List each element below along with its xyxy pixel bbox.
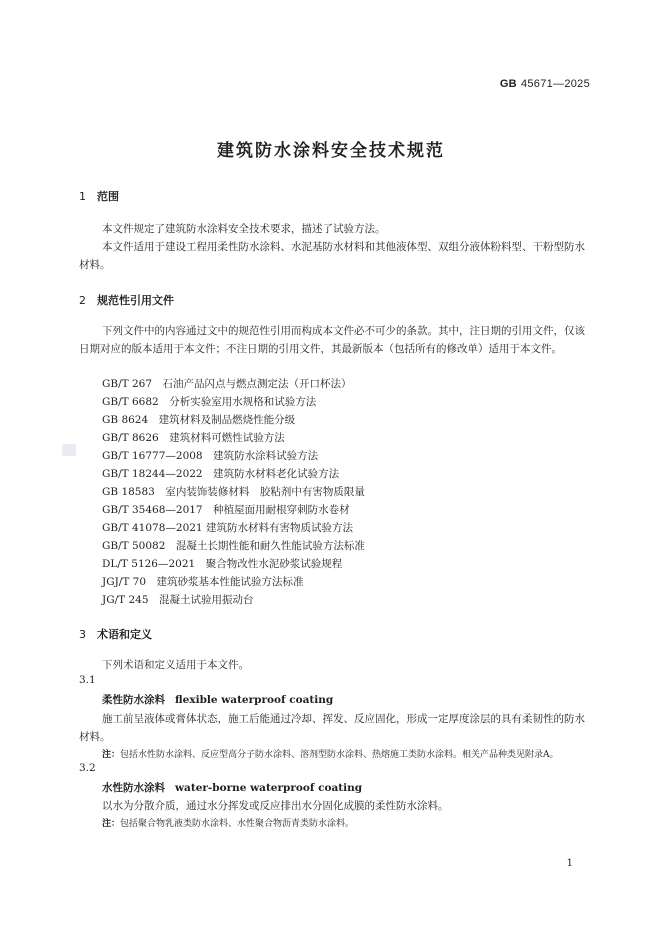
section-title: 规范性引用文件	[97, 294, 174, 307]
term-english: flexible waterproof coating	[175, 694, 334, 706]
note-label: 注：	[102, 750, 121, 760]
term-definition: 以水为分散介质，通过水分挥发或反应排出水分固化成膜的柔性防水涂料。	[102, 800, 449, 812]
watermark-stamp	[62, 444, 76, 456]
note-label: 注：	[102, 819, 121, 829]
reference-item: GB/T 18244—2022 建筑防水材料老化试验方法	[102, 468, 340, 480]
reference-item: GB 8624 建筑材料及制品燃烧性能分级	[102, 414, 296, 426]
paragraph: 本文件适用于建设工程用柔性防水涂料、水泥基防水材料和其他液体型、双组分液体粉料型、干粉型防水材料。	[79, 241, 585, 271]
term-heading	[102, 780, 362, 795]
section-title: 范围	[97, 190, 119, 203]
term-definition: 施工前呈液体或膏体状态，施工后能通过冷却、挥发、反应固化，形成一定厚度涂层的具有柔韧性的防水材料。	[79, 713, 585, 743]
section-heading-terms	[79, 626, 152, 642]
note-text: 包括聚合物乳液类防水涂料、水性聚合物沥青类防水涂料。	[120, 819, 355, 829]
reference-item: JG/T 245 混凝土试验用振动台	[102, 594, 254, 606]
paragraph: 本文件规定了建筑防水涂料安全技术要求，描述了试验方法。	[102, 223, 386, 235]
reference-item: DL/T 5126—2021 聚合物改性水泥砂浆试验规程	[102, 558, 343, 570]
section-title: 术语和定义	[97, 628, 152, 641]
standard-prefix: GB	[499, 78, 517, 90]
reference-item: GB/T 16777—2008 建筑防水涂料试验方法	[102, 450, 319, 462]
page-number: 1	[566, 858, 573, 869]
section-heading-scope	[79, 188, 119, 204]
standard-number: 45671—2025	[520, 78, 590, 90]
section-number: 2	[79, 294, 86, 307]
section-number: 3	[79, 628, 86, 641]
reference-item: GB/T 50082 混凝土长期性能和耐久性能试验方法标准	[102, 540, 365, 552]
reference-item: GB/T 41078—2021 建筑防水材料有害物质试验方法	[102, 522, 353, 534]
section-heading-references	[79, 292, 174, 308]
reference-item: GB/T 8626 建筑材料可燃性试验方法	[102, 432, 285, 444]
term-heading	[102, 692, 333, 707]
term-chinese: 水性防水涂料	[102, 782, 165, 794]
standard-code	[500, 78, 590, 90]
term-chinese: 柔性防水涂料	[102, 694, 165, 706]
term-number: 3.1	[79, 674, 96, 686]
reference-item: GB/T 267 石油产品闪点与燃点测定法（开口杯法）	[102, 378, 352, 390]
reference-item: GB/T 35468—2017 种植屋面用耐根穿刺防水卷材	[102, 504, 350, 516]
term-number: 3.2	[79, 762, 96, 774]
reference-item: JGJ/T 70 建筑砂浆基本性能试验方法标准	[102, 576, 304, 588]
reference-item: GB/T 6682 分析实验室用水规格和试验方法	[102, 396, 317, 408]
term-note	[102, 747, 559, 760]
paragraph: 下列文件中的内容通过文中的规范性引用而构成本文件必不可少的条款。其中，注日期的引用文件，仅该日期对应的版本适用于本文件；不注日期的引用文件，其最新版本（包括所有的修改单）适用于本文件。	[79, 325, 585, 355]
note-text: 包括水性防水涂料、反应型高分子防水涂料、溶剂型防水涂料、热熔施工类防水涂料。相关产品种类见附录A。	[120, 750, 559, 760]
reference-item: GB 18583 室内装饰装修材料 胶粘剂中有害物质限量	[102, 486, 365, 498]
term-note	[102, 816, 354, 829]
document-title: 建筑防水涂料安全技术规范	[217, 141, 445, 161]
section-number: 1	[79, 190, 86, 203]
term-english: water-borne waterproof coating	[175, 782, 363, 794]
paragraph: 下列术语和定义适用于本文件。	[102, 659, 249, 671]
